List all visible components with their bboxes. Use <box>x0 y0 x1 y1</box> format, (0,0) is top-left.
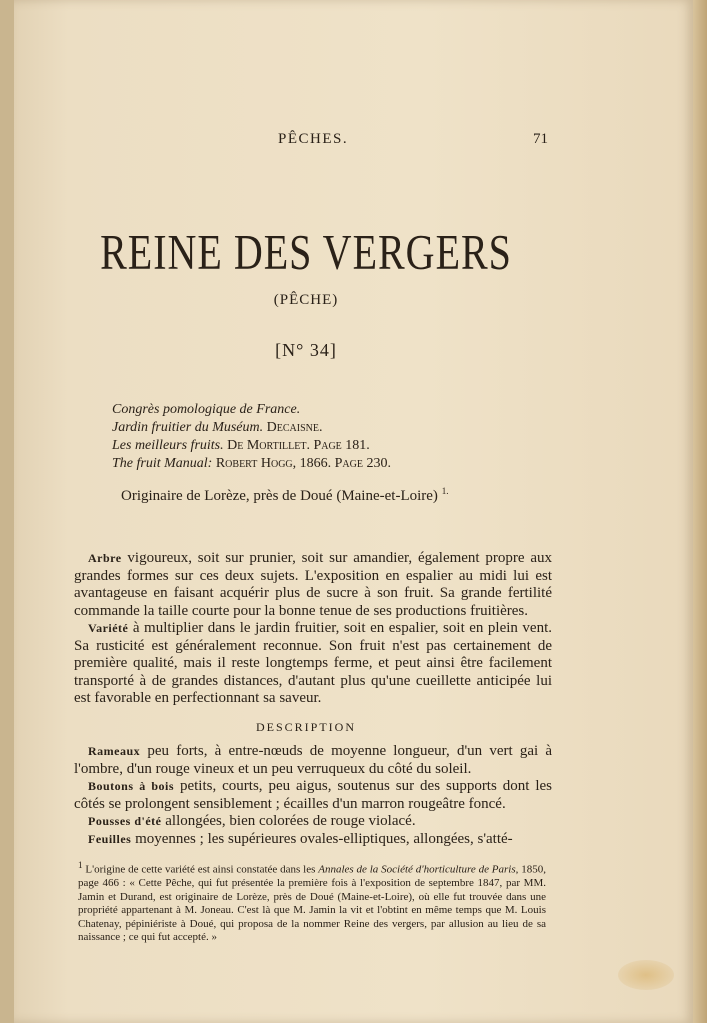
paragraph: Variété à multiplier dans le jardin fruitier, soit en espalier, soit en plein vent. Sa rusticité est généralement reconnue. Son fruit n'est pas certainement de première qualité, mais il reste longtemps ferme, et peut ainsi être facilement transporté à de grandes distances, d'autant plus qu'une cueillette anticipée lui est favorable en perfectionnant sa saveur. <box>74 620 552 706</box>
page-number: 71 <box>533 131 548 147</box>
paper-stain <box>618 960 674 990</box>
page-title: REINE DES VERGERS <box>100 223 512 280</box>
running-head-section: PÊCHES. <box>278 131 349 147</box>
page-subtitle: (PÊCHE) <box>273 292 339 308</box>
reference-item: Les meilleurs fruits. De Mortillet. Page 181. <box>112 438 370 453</box>
running-head <box>0 131 707 151</box>
description-item: Feuilles moyennes ; les supérieures ovales-elliptiques, allongées, s'atté- <box>88 830 513 847</box>
footnote: $^1$ L'origine de cette variété est ainsi constatée dans les Annales de la Société d'horticulture de Paris, 1850, page 466 : « Cette Pêche, qui fut présentée la première fois à l'exposition de septembre 1847, par MM. Jamin et Durand, est originaire de Lorèze, près de Doué (Maine-et-Loire), où elle fut trouvée dans une propriété appartenant à M. Joneau. C'est là que M. Jamin la vit et l'obtint en même temps que M. Louis Chatenay, pépiniériste à Doué, qui proposa de la nommer Reine des vergers, par allusion au lieu de sa naissance ; ce qui fut accepté. » <box>78 860 546 944</box>
reference-item: The fruit Manual: Robert Hogg, 1866. Page 230. <box>112 456 391 471</box>
description-item: Rameaux peu forts, à entre-nœuds de moyenne longueur, d'un vert gai à l'ombre, d'un rouge vineux et un peu verruqueux du côté du soleil. <box>74 743 552 777</box>
page-edge <box>693 0 707 1023</box>
body-text <box>74 550 552 708</box>
description-item: Pousses d'été allongées, bien colorées de rouge violacé. <box>88 813 416 829</box>
paragraph: Arbre vigoureux, soit sur prunier, soit sur amandier, également propre aux grandes formes sur ces deux sujets. L'exposition en espalier au midi lui est avantageuse en faisant acquérir plus de sucre à son fruit. Sa grande fertilité commande la taille courte pour la bonne tenue de ses productions fruitières. <box>74 550 552 619</box>
description-text <box>74 743 552 848</box>
description-heading: DESCRIPTION <box>255 720 356 734</box>
references-list <box>112 401 391 473</box>
description-item: Boutons à bois petits, courts, peu aigus, soutenus sur des supports dont les côtés se prolongent sensiblement ; écailles d'un marron rougeâtre foncé. <box>74 778 552 812</box>
reference-item: Jardin fruitier du Muséum. Decaisne. <box>112 420 323 435</box>
origin-line: Originaire de Lorèze, près de Doué (Maine-et-Loire) $^{1.}$ <box>121 486 449 504</box>
reference-item: Congrès pomologique de France. <box>112 402 301 417</box>
footnote-marker: 1. <box>441 486 449 496</box>
variety-number: [N° 34] <box>275 340 337 360</box>
